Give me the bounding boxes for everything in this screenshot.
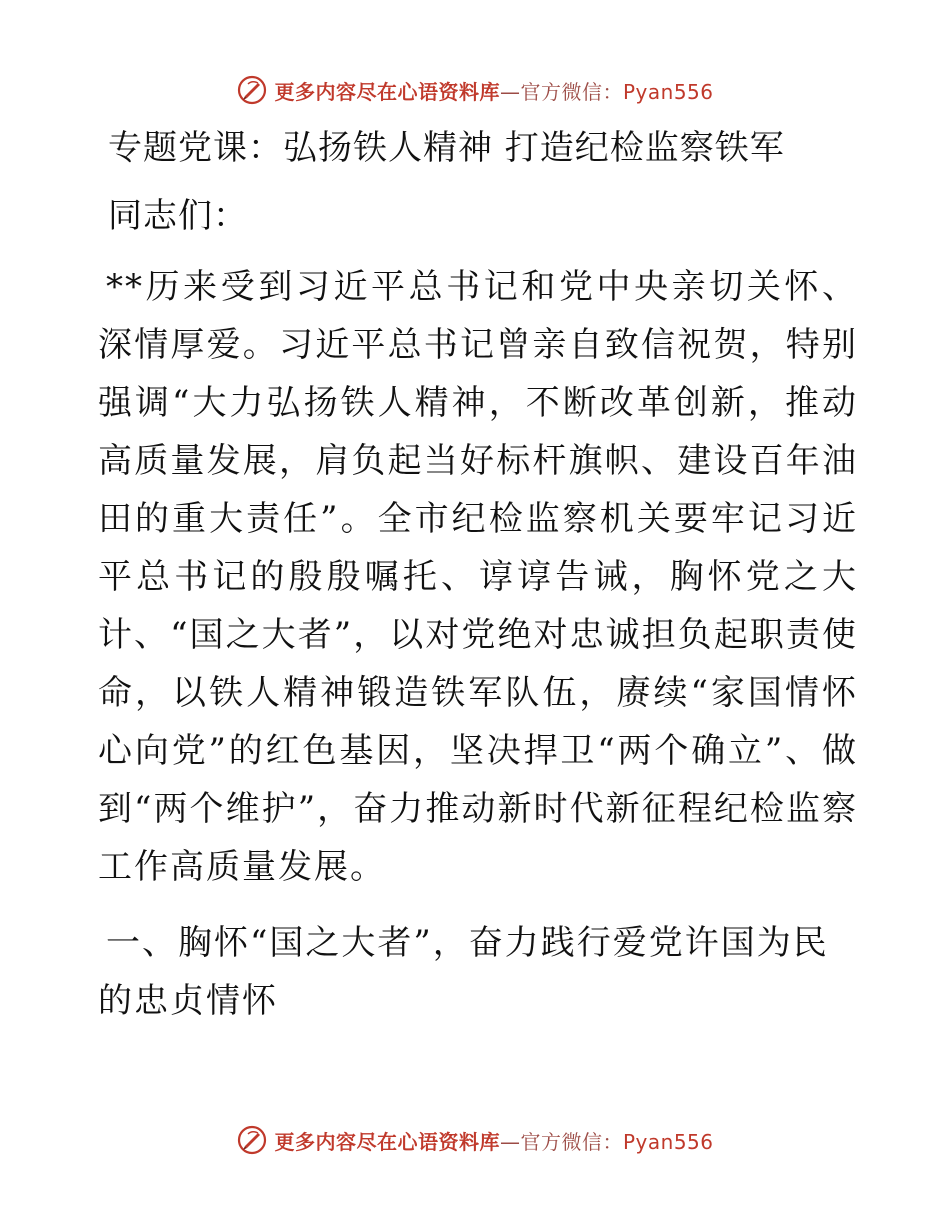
pen-logo-icon [236, 74, 268, 106]
footer-wechat-label: 官方微信： [520, 1129, 623, 1154]
header-wechat-label: 官方微信： [520, 79, 623, 104]
header-wechat-id: Pyan556 [622, 79, 714, 104]
header-banner [0, 70, 950, 110]
greeting: 同志们： [108, 196, 248, 236]
document-title: 专题党课：弘扬铁人精神 打造纪检监察铁军 [108, 128, 785, 168]
header-banner-text [274, 76, 713, 105]
footer-brand-text: 更多内容尽在心语资料库 [274, 1129, 500, 1154]
pen-logo-icon [236, 1124, 268, 1156]
footer-banner [0, 1120, 950, 1160]
footer-banner-text [274, 1126, 713, 1155]
document-body [98, 122, 858, 1030]
body-paragraph: **历来受到习近平总书记和党中央亲切关怀、深情厚爱。习近平总书记曾亲自致信祝贺，特别强调“大力弘扬铁人精神，不断改革创新，推动高质量发展，肩负起当好标杆旗帜、建设百年油田的重大责任”。全市纪检监察机关要牢记习近平总书记的殷殷嘱托、谆谆告诫，胸怀党之大计、“国之大者”，以对党绝对忠诚担负起职责使命，以铁人精神锻造铁军队伍，赓续“家国情怀心向党”的红色基因，坚决捍卫“两个确立”、做到“两个维护”，奋力推动新时代新征程纪检监察工作高质量发展。 [98, 267, 858, 887]
section-heading: 一、胸怀“国之大者”，奋力践行爱党许国为民的忠贞情怀 [98, 923, 829, 1021]
header-separator: — [499, 79, 521, 104]
header-brand-text: 更多内容尽在心语资料库 [274, 79, 500, 104]
footer-wechat-id: Pyan556 [622, 1129, 714, 1154]
footer-separator: — [499, 1129, 521, 1154]
